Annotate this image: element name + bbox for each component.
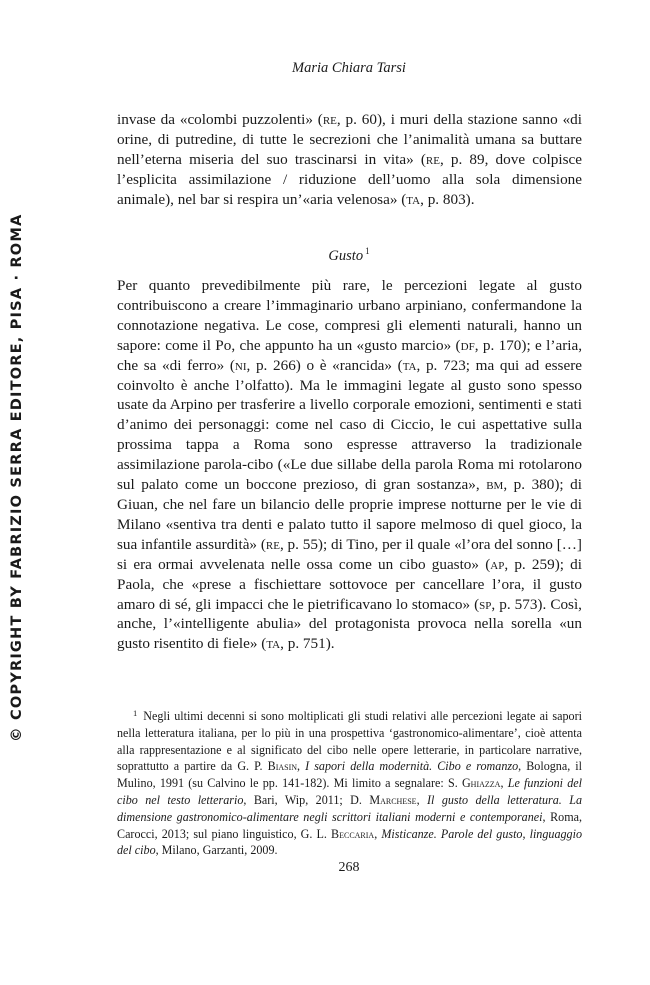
body-paragraph-1: invase da «colombi puzzolenti» (re, p. 60), i muri della stazione sanno «di orine, di putredine, di tutte le secrezioni che l’animalità umana sa buttare nell’eterna miseria del suo trascinarsi in vita» (re, p. 89, dove colpisce l’esplicita assimilazione / riduzione dell’uomo alla sola dimensione animale), nel bar si respira un’«aria velenosa» (ta, p. 803). [117,111,582,208]
section-title: Gusto [328,248,364,264]
copyright-notice: © COPYRIGHT BY FABRIZIO SERRA EDITORE, PISA · ROMA [8,213,25,742]
running-head-author: Maria Chiara Tarsi [292,60,406,76]
footnote-reference[interactable]: 1 [365,246,370,256]
section-heading [117,246,581,265]
footnote-number: 1 [133,708,138,718]
page-number: 268 [338,860,360,875]
body-paragraph-2: Per quanto prevedibilmente più rare, le percezioni legate al gusto contribuiscono a creare l’immaginario urbano arpiniano, confermandone la connotazione negativa. Le cose, compresi gli elementi naturali, hanno un sapore: come il Po, che appunto ha un «gusto marcio» (df, p. 170); e l’aria, che sa «di ferro» (ni, p. 266) o è «rancida» (ta, p. 723; ma qui ad essere coinvolto è anche l’olfatto). Ma le immagini legate al gusto sono spesso usate da Arpino per trasferire a livello corporale emozioni, sentimenti e stati d’animo dei personaggi: come nel caso di Ciccio, le cui aspettative sulla prossima tappa a Roma sono espresse attraverso la tradizionale assimilazione parola-cibo («Le due sillabe della parola Roma mi rotolarono sul palato come un boccone prezioso, di gran sostanza», bm, p. 380); di Giuan, che nel fare un bilancio delle proprie imprese notturne per le vie di Milano «sentiva tra denti e palato tutto il sapore melmoso di quel gioco, la sua infantile assurdità» (re, p. 55); di Tino, per il quale «l’ora del sonno […] si era ormai avvelenata nelle ossa come un cibo guasto» (ap, p. 259); di Paola, che «prese a fischiettare sottovoce per cancellare l’ora, il gusto amaro di sé, gli impacci che le pietrificavano lo stomaco» (sp, p. 573). Così, anche, l’«intelligente abulia» del protagonista provoca nella sorella «un gusto risentito di fiele» (ta, p. 751). [117,277,583,653]
footnote-1: $^1$ Negli ultimi decenni si sono moltiplicati gli studi relativi alle percezioni legate ai sapori nella letteratura italiana, per lo più in una prospettiva ‘gastronomico-alimentare’, cioè attenta alla rappresentazione e al significato del cibo nelle opere letterarie, in particolare narrative, soprattutto a partire da G. P. Biasin, I sapori della modernità. Cibo e romanzo, Bologna, il Mulino, 1991 (su Calvino le pp. 141-182). Mi limito a segnalare: S. Ghiazza, Le funzioni del cibo nel testo letterario, Bari, Wip, 2011; D. Marchese, Il gusto della letteratura. La dimensione gastronomico-alimentare negli scrittori italiani moderni e contemporanei, Roma, Carocci, 2013; sul piano linguistico, G. L. Beccaria, Misticanze. Parole del gusto, linguaggio del cibo, Milano, Garzanti, 2009. [117,708,583,858]
